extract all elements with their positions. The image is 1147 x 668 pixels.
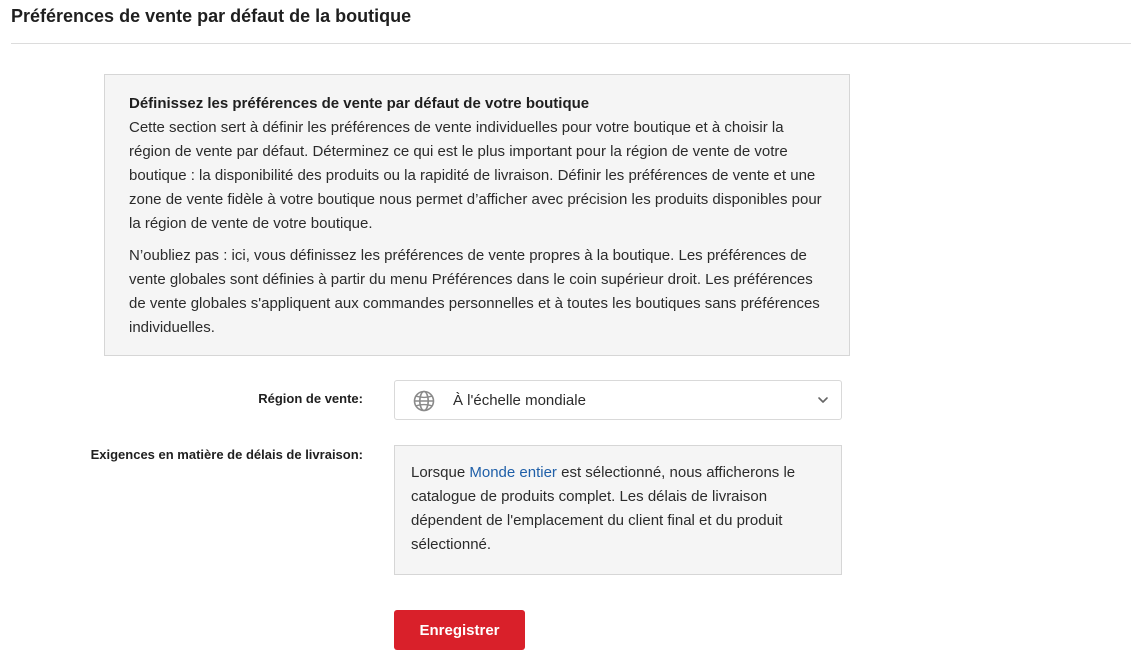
region-selected-value: À l'échelle mondiale [453, 392, 586, 409]
delivery-text-before: Lorsque [411, 464, 470, 481]
worldwide-link[interactable]: Monde entier [469, 464, 557, 481]
info-paragraph-2: N’oubliez pas : ici, vous définissez les préférences de vente propres à la boutique. Les préférences de vente globales sont définies à partir du menu Préférences dans le coin supérieur droit. Les préférences de vente globales s'appliquent aux commandes personnelles et à toutes les boutiques sans préférences individuelles. [129, 247, 820, 336]
info-paragraph-1: Cette section sert à définir les préférences de vente individuelles pour votre boutique et à choisir la région de vente par défaut. Déterminez ce qui est le plus important pour la région de vente de votre boutique : la disponibilité des produits ou la rapidité de livraison. Définir les préférences de vente et une zone de vente fidèle à votre boutique nous permet d’afficher avec précision les produits disponibles pour la région de vente de votre boutique. [129, 119, 822, 232]
info-heading: Définissez les préférences de vente par défaut de votre boutique [129, 95, 590, 112]
info-panel [104, 74, 850, 356]
globe-icon [413, 390, 435, 412]
region-select[interactable] [394, 380, 842, 420]
delivery-label: Exigences en matière de délais de livraison: [90, 447, 363, 462]
page-title: Préférences de vente par défaut de la boutique [11, 6, 412, 26]
save-button[interactable]: Enregistrer [394, 610, 525, 650]
delivery-info-panel [394, 445, 842, 575]
delivery-text-after: est sélectionné, nous afficherons le catalogue de produits complet. Les délais de livraison dépendent de l'emplacement du client final et du produit sélectionné. [411, 464, 796, 553]
chevron-down-icon [817, 394, 829, 406]
region-label: Région de vente: [258, 391, 363, 406]
title-divider [11, 43, 1131, 44]
